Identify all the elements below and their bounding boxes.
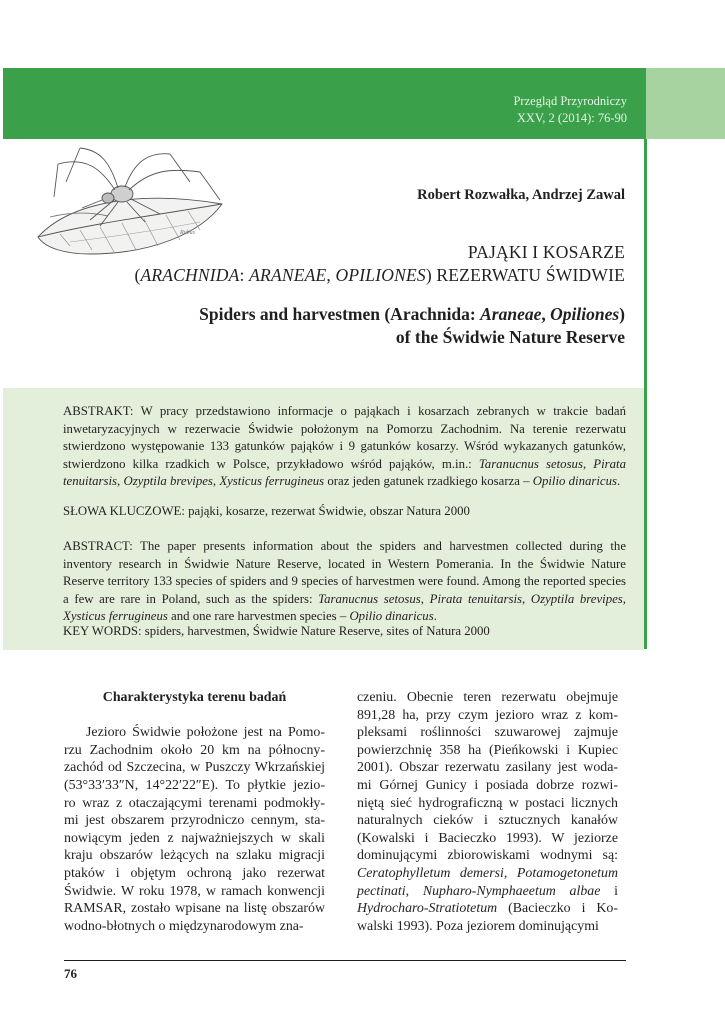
journal-name: Przegląd Przyrodniczy (513, 94, 627, 108)
text-line: powierzchnię 358 ha (Pieńkowski i Kupiec (357, 742, 618, 758)
title-english-line-1: Spiders and harvestmen (Arachnida: Araneae, Opiliones) (199, 304, 625, 324)
authors: Robert Rozwałka, Andrzej Zawal (417, 187, 625, 203)
title-polish-line-2: (ARACHNIDA: ARANEAE, OPILIONES) REZERWATU ŚWIDWIE (134, 265, 625, 285)
journal-info (513, 93, 627, 127)
paragraph-lines-right (357, 689, 618, 935)
keywords-english: KEY WORDS: spiders, harvestmen, Świdwie Nature Reserve, sites of Natura 2000 (63, 624, 490, 638)
title-polish (134, 241, 625, 287)
title-polish-line-1: PAJĄKI I KOSARZE (467, 242, 625, 262)
title-english (199, 303, 625, 349)
text-line: pleksami roślinności szuwarowej zajmuje (357, 725, 618, 741)
paragraph-lines-left (64, 724, 325, 935)
text-line: dominującymi zbiorowiskami wodnymi są: (357, 848, 618, 864)
section-heading: Charakterystyka terenu badań (102, 690, 287, 705)
footer-rule (64, 960, 626, 961)
text-line: wodno-błotnych o międzynarodowym zna- (64, 918, 304, 934)
text-line: (53°33′33″N, 14°22′22″E). To płytkie jezio- (64, 777, 325, 793)
svg-text:Rubus: Rubus (180, 230, 195, 236)
journal-issue: XXV, 2 (2014): 76-90 (516, 111, 627, 125)
text-line: (Kowalski i Bacieczko 1993). W jeziorze (357, 830, 618, 846)
text-line: niętą sieć hydrograficzną w postaci licznych (357, 795, 618, 811)
text-line: nowiącym jeden z najważniejszych w skali (64, 830, 325, 846)
text-line: Hydrocharo-Stratiotetum (Bacieczko i Ko- (357, 901, 618, 917)
header-corner-block (646, 68, 725, 139)
text-line: naturalnych cieków i sztucznych kanałów (357, 813, 618, 829)
right-margin-rule (644, 139, 647, 649)
text-line: ro wraz z otaczającymi terenami podmokły- (64, 795, 325, 811)
text-line: ptaków i objętym ochroną jako rezerwat (64, 865, 325, 881)
text-line: RAMSAR, zostało wpisane na listę obszarów (64, 901, 325, 917)
text-line: 891,28 ha, przy czym jezioro wraz z kom- (357, 707, 618, 723)
text-line: walski 1993). Poza jeziorem dominującymi (357, 918, 599, 934)
text-line: czeniu. Obecnie teren rezerwatu obejmuje (357, 690, 618, 705)
title-english-line-2: of the Świdwie Nature Reserve (395, 327, 625, 347)
abstract-english: ABSTRACT: The paper presents information about the spiders and harvestmen collected during the inventory research in Świdwie Nature Reserve, located in Western Pomerania. In the Świdwie Nature Reserve territory 133 species of spiders and 9 species of harvestmen were found. Among the reported species a few are rare in Poland, such as the spiders: Taranucnus setosus, Pirata tenuitarsis, Ozyptila brevipes, Xysticus ferrugineus and one rare harvestmen species – Opilio dinaricus. (63, 539, 626, 624)
body-column-left (64, 689, 325, 935)
text-line: Ceratophylletum demersi, Potamogetonetum (357, 865, 618, 881)
abstract-polish: ABSTRAKT: W pracy przedstawiono informacje o pająkach i kosarzach zebranych w trakcie badań inwetaryzacyjnych w rezerwacie Świdwie położonym na Pomorzu Zachodnim. Na terenie rezerwatu stwierdzono występowanie 133 gatunków pająków i 9 gatunków kosarzy. Wśród wykazanych gatunków, stwierdzono kilka rzadkich w Polsce, przykładowo wśród pająków, m.in.: Taranucnus setosus, Pirata tenuitarsis, Ozyptila brevipes, Xysticus ferrugineus oraz jeden gatunek rzadkiego kosarza – Opilio dinaricus. (63, 404, 626, 489)
text-line: Jezioro Świdwie położone jest na Pomo- (86, 725, 325, 741)
text-line: mi jest obszarem przyrodniczo cennym, sta- (64, 813, 325, 829)
text-line: Świdwie. W roku 1978, w ramach konwencji (64, 883, 325, 899)
text-line: zachód od Szczecina, w Puszczy Wkrzańskiej (64, 760, 325, 776)
text-line: kraju obszarów leżących na szlaku migracji (64, 848, 325, 864)
body-column-right (357, 689, 618, 935)
text-line: mi Górnej Gunicy i posiada dobrze rozwi- (357, 777, 618, 793)
text-line: pectinati, Nupharo-Nymphaeetum albae i (357, 883, 618, 899)
page-number: 76 (64, 966, 77, 981)
text-line: 2001). Obszar rezerwatu zasilany jest woda- (357, 760, 618, 776)
keywords-polish: SŁOWA KLUCZOWE: pająki, kosarze, rezerwat Świdwie, obszar Natura 2000 (63, 504, 470, 518)
text-line: rzu Zachodnim około 20 km na północny- (64, 742, 325, 758)
